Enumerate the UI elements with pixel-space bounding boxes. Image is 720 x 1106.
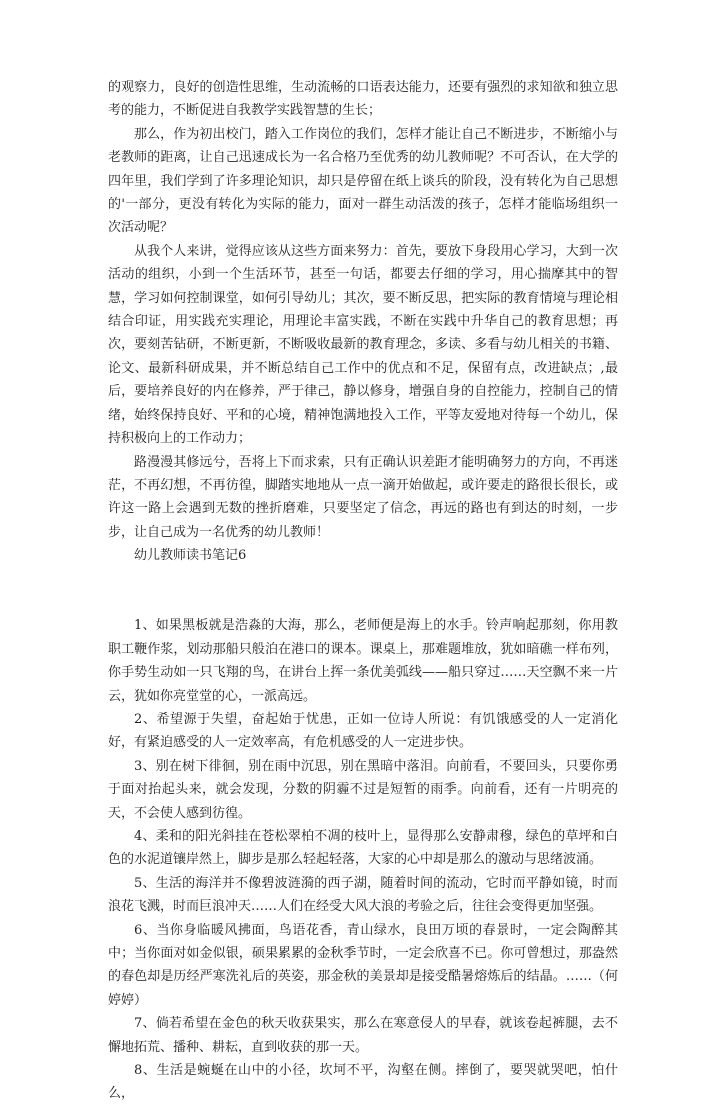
intro-paragraph-4: 路漫漫其修远兮，吾将上下而求索，只有正确认识差距才能明确努力的方向，不再迷茫，不再幻想，不再彷徨，脚踏实地地从一点一滴开始做起，或许要走的路很长很长，或许这一路上会遇到无数的挫折磨难，只要坚定了信念，再远的路也有到达的时刻，一步步，让自己成为一名优秀的幼儿教师！ <box>108 454 618 540</box>
numbered-item-3: 3、别在树下徘徊，别在雨中沉思，别在黑暗中落泪。向前看，不要回头，只要你勇于面对抬起头来，就会发现，分数的阴霾不过是短暂的雨季。向前看，还有一片明亮的天，不会使人感到彷徨。 <box>108 758 618 821</box>
document-page <box>108 76 618 1106</box>
numbered-item-7: 7、倘若希望在金色的秋天收获果实，那么在寒意侵人的早春，就该卷起裤腿，去不懈地拓荒、播种、耕耘，直到收获的那一天。 <box>108 1016 618 1055</box>
numbered-item-4: 4、柔和的阳光斜挂在苍松翠柏不凋的枝叶上，显得那么安静肃穆，绿色的草坪和白色的水泥道镶岸然上，脚步是那么轻起轻落，大家的心中却是那么的激动与思绪波涌。 <box>108 828 618 868</box>
section-heading: 幼儿教师读书笔记6 <box>134 548 247 564</box>
intro-paragraph-3: 从我个人来讲，觉得应该从这些方面来努力：首先，要放下身段用心学习，大到一次活动的组织，小到一个生活环节，甚至一句话，都要去仔细的学习，用心揣摩其中的智慧，学习如何控制课堂，如何引导幼儿；其次，要不断反思，把实际的教育情境与理论相结合印证，用实践充实理论，用理论丰富实践，不断在实践中升华自己的教育思想；再次，要刻苦钻研，不断更新，不断吸收最新的教育理念，多读、多看与幼儿相关的书籍、论文、最新科研成果，并不断总结自己工作中的优点和不足，保留有点，改进缺点；,最后，要培养良好的内在修养，严于律己，静以修身，增强自身的自控能力，控制自己的情绪，始终保持良好、平和的心境，精神饱满地投入工作，平等友爱地对待每一个幼儿，保持积极向上的工作动力； <box>108 243 618 447</box>
numbered-item-1: 1、如果黑板就是浩淼的大海，那么，老师便是海上的水手。铃声响起那刻，你用教职工鞭作浆，划动那船只般泊在港口的课本。课桌上，那难题堆放，犹如暗礁一样布列，你手势生动如一只飞翔的鸟，在讲台上挥一条优美弧线——船只穿过……天空飘不来一片云，犹如你亮堂堂的心，一派高远。 <box>108 618 618 704</box>
blank-line <box>108 591 618 614</box>
numbered-item-8: 8、生活是蜿蜒在山中的小径，坎坷不平，沟壑在侧。摔倒了，要哭就哭吧，怕什么， <box>108 1063 618 1102</box>
numbered-item-5: 5、生活的海洋并不像碧波涟漪的西子湖，随着时间的流动，它时而平静如镜，时而浪花飞溅，时而巨浪冲天……人们在经受大风大浪的考验之后，往往会变得更加坚强。 <box>108 875 618 915</box>
numbered-item-6: 6、当你身临暖风拂面，鸟语花香，青山绿水，良田万顷的春景时，一定会陶醉其中；当你面对如金似银，硕果累累的金秋季节时，一定会欣喜不已。你可曾想过，那盎然的春色却是历经严寒洗礼后的英姿，那金秋的美景却是接受酷暑熔炼后的结晶。……（何婷婷） <box>108 922 618 1008</box>
numbered-item-2: 2、希望源于失望，奋起始于忧患，正如一位诗人所说：有饥饿感受的人一定消化好，有紧迫感受的人一定效率高，有危机感受的人一定进步快。 <box>108 711 618 751</box>
intro-paragraph-2: 那么，作为初出校门，踏入工作岗位的我们，怎样才能让自己不断进步，不断缩小与老教师的距离，让自己迅速成长为一名合格乃至优秀的幼儿教师呢？不可否认，在大学的四年里，我们学到了许多理论知识，却只是停留在纸上谈兵的阶段，没有转化为自己思想的'一部分，更没有转化为实际的能力，面对一群生动活泼的孩子，怎样才能临场组织一次活动呢？ <box>108 126 618 236</box>
intro-paragraph-1: 的观察力，良好的创造性思维，生动流畅的口语表达能力，还要有强烈的求知欲和独立思考的能力，不断促进自我教学实践智慧的生长； <box>108 80 618 119</box>
